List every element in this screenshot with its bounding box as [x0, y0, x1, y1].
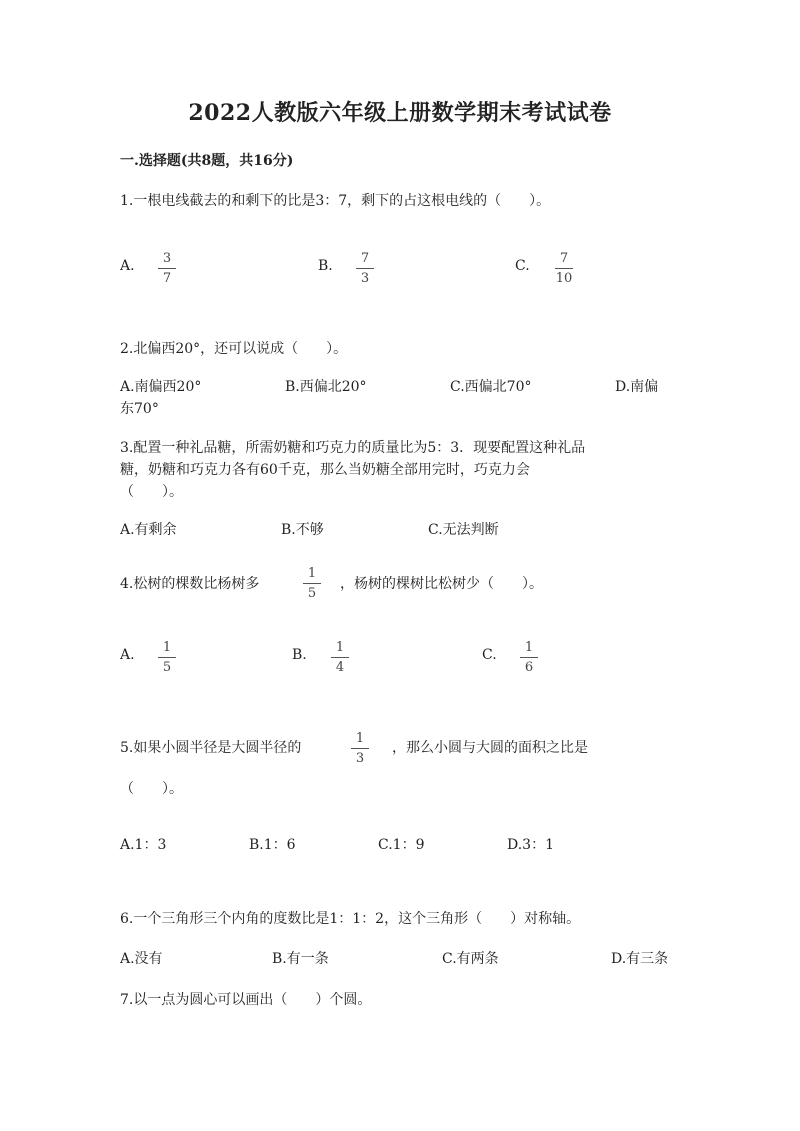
question-3-line-3: （ ）。	[120, 484, 183, 500]
question-2-text: 2.北偏西20°，还可以说成（ ）。	[120, 341, 348, 357]
fraction-numerator: 1	[335, 640, 345, 655]
question-3-line-2: 糖，奶糖和巧克力各有60千克，那么当奶糖全部用完时，巧克力会	[120, 462, 530, 478]
q4-option-b-fraction	[328, 640, 352, 675]
q5-option-a: A.1：3	[120, 837, 167, 853]
q1-option-a-fraction	[155, 251, 179, 286]
question-4-text-end: ，杨树的棵树比松树少（ ）。	[340, 576, 543, 592]
q6-option-c: C.有两条	[442, 951, 499, 967]
section-heading: 一.选择题(共8题，共16分)	[120, 153, 294, 169]
q2-option-d-continued: 东70°	[120, 401, 159, 417]
q4-option-c-label: C.	[482, 647, 497, 663]
fraction-bar	[520, 657, 538, 658]
fraction-bar	[158, 268, 176, 269]
fraction-bar	[555, 268, 573, 269]
q4-option-a-fraction	[155, 640, 179, 675]
fraction-numerator: 7	[360, 251, 370, 266]
q3-option-c: C.无法判断	[428, 522, 499, 538]
q5-option-d: D.3：1	[507, 837, 554, 853]
q1-option-a-label: A.	[120, 258, 135, 274]
q4-option-b-label: B.	[292, 647, 307, 663]
q6-option-b: B.有一条	[272, 951, 329, 967]
fraction-denominator: 7	[162, 271, 172, 286]
question-1-text: 1.一根电线截去的和剩下的比是3：7，剩下的占这根电线的（ ）。	[120, 193, 551, 209]
fraction-bar	[351, 748, 369, 749]
q2-option-a: A.南偏西20°	[120, 379, 202, 395]
q5-option-c: C.1：9	[378, 837, 425, 853]
fraction-numerator: 1	[307, 566, 317, 581]
fraction-numerator: 1	[355, 731, 365, 746]
question-6-text: 6.一个三角形三个内角的度数比是1：1：2，这个三角形（ ）对称轴。	[120, 911, 581, 927]
fraction-denominator: 3	[360, 271, 370, 286]
q2-option-d: D.南偏	[615, 379, 659, 395]
q2-option-b: B.西偏北20°	[285, 379, 367, 395]
q6-option-a: A.没有	[120, 951, 163, 967]
fraction-denominator: 5	[162, 660, 172, 675]
question-5-text-end: ，那么小圆与大圆的面积之比是	[392, 740, 588, 756]
fraction-denominator: 4	[335, 660, 345, 675]
q5-inline-fraction	[348, 731, 372, 766]
question-7-text: 7.以一点为圆心可以画出（ ）个圆。	[120, 992, 372, 1008]
q4-inline-fraction	[300, 566, 324, 601]
question-4-text-start: 4.松树的棵数比杨树多	[120, 576, 260, 592]
question-3-line-1: 3.配置一种礼品糖，所需奶糖和巧克力的质量比为5：3．现要配置这种礼品	[120, 440, 586, 456]
q3-option-a: A.有剩余	[120, 522, 177, 538]
fraction-numerator: 1	[162, 640, 172, 655]
fraction-bar	[158, 657, 176, 658]
fraction-bar	[331, 657, 349, 658]
q3-option-b: B.不够	[281, 522, 324, 538]
q6-option-d: D.有三条	[611, 951, 669, 967]
question-5-text-start: 5.如果小圆半径是大圆半径的	[120, 740, 302, 756]
fraction-bar	[303, 583, 321, 584]
q1-option-c-fraction	[552, 251, 576, 286]
fraction-bar	[356, 268, 374, 269]
fraction-denominator: 3	[355, 751, 365, 766]
exam-title: 2022人教版六年级上册数学期末考试试卷	[188, 100, 612, 126]
q2-option-c: C.西偏北70°	[450, 379, 532, 395]
q5-option-b: B.1：6	[249, 837, 296, 853]
fraction-numerator: 3	[162, 251, 172, 266]
fraction-denominator: 6	[524, 660, 534, 675]
q1-option-b-label: B.	[318, 258, 333, 274]
q4-option-c-fraction	[517, 640, 541, 675]
q4-option-a-label: A.	[120, 647, 135, 663]
fraction-denominator: 10	[555, 271, 573, 286]
question-5-line-2: （ ）。	[120, 781, 183, 797]
fraction-numerator: 7	[559, 251, 569, 266]
q1-option-b-fraction	[353, 251, 377, 286]
fraction-denominator: 5	[307, 586, 317, 601]
fraction-numerator: 1	[524, 640, 534, 655]
q1-option-c-label: C.	[515, 258, 530, 274]
